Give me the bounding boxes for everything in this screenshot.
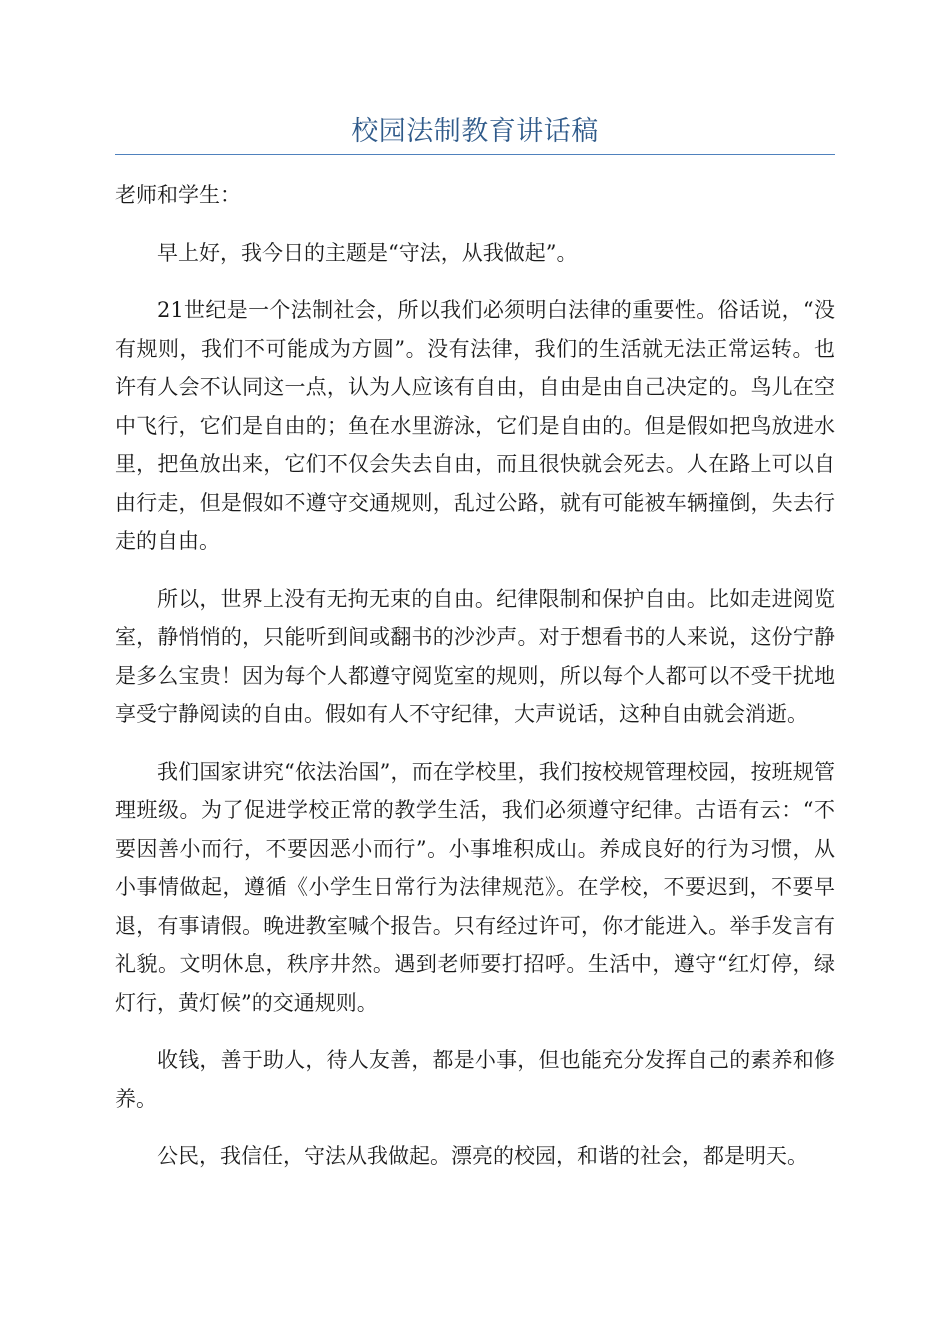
paragraph: 收钱，善于助人，待人友善，都是小事，但也能充分发挥自己的素养和修养。 (115, 1048, 835, 1111)
salutation: 老师和学生： (115, 183, 241, 207)
paragraph: 所以，世界上没有无拘无束的自由。纪律限制和保护自由。比如走进阅览室，静悄悄的，只能听到间或翻书的沙沙声。对于想看书的人来说，这份宁静是多么宝贵！因为每个人都遵守阅览室的规则，所以每个人都可以不受干扰地享受宁静阅读的自由。假如有人不守纪律，大声说话，这种自由就会消逝。 (115, 586, 835, 726)
document-title: 校园法制教育讲话稿 (351, 116, 599, 147)
paragraph: 早上好，我今日的主题是“守法，从我做起”。 (157, 240, 578, 265)
paragraph: 公民，我信任，守法从我做起。漂亮的校园，和谐的社会，都是明天。 (157, 1144, 808, 1168)
paragraph: 我们国家讲究“依法治国”，而在学校里，我们按校规管理校园，按班规管理班级。为了促进学校正常的教学生活，我们必须遵守纪律。古语有云：“不要因善小而行，不要因恶小而行”。小事堆积成山。养成良好的行为习惯，从小事情做起，遵循《小学生日常行为法律规范》。在学校，不要迟到，不要早退，有事请假。晚进教室喊个报告。只有经过许可，你才能进入。举手发言有礼貌。文明休息，秩序井然。遇到老师要打招呼。生活中，遵守“红灯停，绿灯行，黄灯候”的交通规则。 (115, 759, 835, 1015)
paragraph: 21世纪是一个法制社会，所以我们必须明白法律的重要性。俗话说，“没有规则，我们不可能成为方圆”。没有法律，我们的生活就无法正常运转。也许有人会不认同这一点，认为人应该有自由，自由是由自己决定的。鸟儿在空中飞行，它们是自由的；鱼在水里游泳，它们是自由的。但是假如把鸟放进水里，把鱼放出来，它们不仅会失去自由，而且很快就会死去。人在路上可以自由行走，但是假如不遵守交通规则，乱过公路，就有可能被车辆撞倒，失去行走的自由。 (115, 298, 835, 553)
document-body (115, 176, 835, 1195)
title-divider (115, 154, 835, 155)
